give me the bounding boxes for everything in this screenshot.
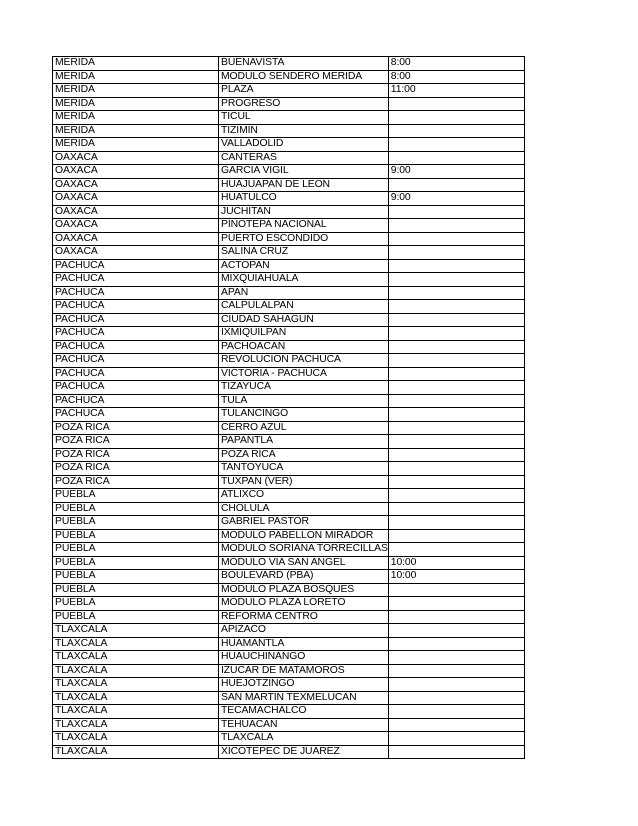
table-row (53, 637, 525, 651)
city-cell: TLAXCALA (53, 691, 219, 705)
table-row (53, 745, 525, 759)
city-cell: PACHUCA (53, 286, 219, 300)
hour-cell: 8:00 (388, 57, 524, 71)
branch-cell: VICTORIA - PACHUCA (219, 367, 389, 381)
branch-cell: GARCIA VIGIL (219, 165, 389, 179)
city-cell: POZA RICA (53, 462, 219, 476)
branch-cell: ATLIXCO (219, 489, 389, 503)
table-row (53, 408, 525, 422)
city-cell: OAXACA (53, 205, 219, 219)
table-row (53, 84, 525, 98)
city-cell: POZA RICA (53, 448, 219, 462)
table-row (53, 97, 525, 111)
city-cell: PACHUCA (53, 381, 219, 395)
branch-cell: HUATULCO (219, 192, 389, 206)
hour-cell (388, 151, 524, 165)
branch-cell: PINOTEPA NACIONAL (219, 219, 389, 233)
city-cell: PACHUCA (53, 340, 219, 354)
hour-cell (388, 408, 524, 422)
hour-cell (388, 178, 524, 192)
hour-cell: 8:00 (388, 70, 524, 84)
hour-cell (388, 637, 524, 651)
city-cell: PUEBLA (53, 502, 219, 516)
city-cell: TLAXCALA (53, 718, 219, 732)
table-row (53, 178, 525, 192)
city-cell: PACHUCA (53, 273, 219, 287)
table-row (53, 705, 525, 719)
branch-cell: PROGRESO (219, 97, 389, 111)
hour-cell (388, 219, 524, 233)
branch-cell: CHOLULA (219, 502, 389, 516)
branch-cell: IXMIQUILPAN (219, 327, 389, 341)
hour-cell (388, 651, 524, 665)
branch-cell: PUERTO ESCONDIDO (219, 232, 389, 246)
branch-cell: VALLADOLID (219, 138, 389, 152)
hour-cell (388, 475, 524, 489)
branch-cell: TUXPAN (VER) (219, 475, 389, 489)
branch-cell: MODULO PABELLON MIRADOR (219, 529, 389, 543)
branch-cell: TANTOYUCA (219, 462, 389, 476)
table-row (53, 286, 525, 300)
branch-cell: TECAMACHALCO (219, 705, 389, 719)
hour-cell (388, 664, 524, 678)
table-row (53, 57, 525, 71)
hour-cell (388, 259, 524, 273)
branch-cell: BOULEVARD (PBA) (219, 570, 389, 584)
branch-cell: PAPANTLA (219, 435, 389, 449)
branch-cell: HUAJUAPAN DE LEON (219, 178, 389, 192)
branch-cell: CALPULALPAN (219, 300, 389, 314)
city-cell: TLAXCALA (53, 624, 219, 638)
table-row (53, 556, 525, 570)
hour-cell: 9:00 (388, 165, 524, 179)
hour-cell (388, 421, 524, 435)
hour-cell (388, 381, 524, 395)
hour-cell (388, 313, 524, 327)
city-cell: OAXACA (53, 232, 219, 246)
hour-cell (388, 610, 524, 624)
city-cell: OAXACA (53, 219, 219, 233)
table-row (53, 124, 525, 138)
city-cell: PUEBLA (53, 543, 219, 557)
hour-cell (388, 502, 524, 516)
city-cell: TLAXCALA (53, 678, 219, 692)
hour-cell (388, 435, 524, 449)
table-row (53, 718, 525, 732)
hour-cell (388, 718, 524, 732)
hour-cell: 11:00 (388, 84, 524, 98)
table-row (53, 529, 525, 543)
branch-cell: TICUL (219, 111, 389, 125)
city-cell: OAXACA (53, 151, 219, 165)
table-row (53, 583, 525, 597)
table-row (53, 489, 525, 503)
branch-cell: JUCHITAN (219, 205, 389, 219)
hour-cell (388, 462, 524, 476)
branch-cell: MODULO PLAZA BOSQUES (219, 583, 389, 597)
table-row (53, 732, 525, 746)
hour-cell (388, 367, 524, 381)
city-cell: PACHUCA (53, 367, 219, 381)
city-cell: MERIDA (53, 124, 219, 138)
table-row (53, 192, 525, 206)
hour-cell (388, 732, 524, 746)
table-row (53, 165, 525, 179)
branch-cell: SALINA CRUZ (219, 246, 389, 260)
hour-cell (388, 286, 524, 300)
hour-cell (388, 327, 524, 341)
city-cell: MERIDA (53, 97, 219, 111)
branch-cell: CERRO AZUL (219, 421, 389, 435)
hour-cell (388, 354, 524, 368)
city-cell: OAXACA (53, 192, 219, 206)
city-cell: MERIDA (53, 70, 219, 84)
table-row (53, 610, 525, 624)
branch-cell: GABRIEL PASTOR (219, 516, 389, 530)
branch-cell: HUAUCHINANGO (219, 651, 389, 665)
table-row (53, 205, 525, 219)
table-row (53, 394, 525, 408)
branch-cell: TEHUACAN (219, 718, 389, 732)
hour-cell (388, 489, 524, 503)
branch-cell: IZUCAR DE MATAMOROS (219, 664, 389, 678)
city-cell: TLAXCALA (53, 664, 219, 678)
table-row (53, 435, 525, 449)
table-body (53, 57, 525, 759)
branch-schedule-table (52, 56, 525, 759)
branch-cell: MODULO PLAZA LORETO (219, 597, 389, 611)
hour-cell (388, 705, 524, 719)
hour-cell (388, 745, 524, 759)
table-row (53, 421, 525, 435)
hour-cell (388, 624, 524, 638)
table-row (53, 259, 525, 273)
city-cell: MERIDA (53, 57, 219, 71)
branch-cell: POZA RICA (219, 448, 389, 462)
branch-cell: APAN (219, 286, 389, 300)
hour-cell (388, 300, 524, 314)
table-row (53, 246, 525, 260)
branch-cell: TIZAYUCA (219, 381, 389, 395)
table-row (53, 313, 525, 327)
branch-cell: CANTERAS (219, 151, 389, 165)
table-row (53, 691, 525, 705)
branch-cell: BUENAVISTA (219, 57, 389, 71)
city-cell: PUEBLA (53, 583, 219, 597)
city-cell: PACHUCA (53, 394, 219, 408)
city-cell: PUEBLA (53, 570, 219, 584)
table-row (53, 354, 525, 368)
hour-cell (388, 205, 524, 219)
table-row (53, 448, 525, 462)
hour-cell (388, 583, 524, 597)
table-row (53, 340, 525, 354)
city-cell: MERIDA (53, 138, 219, 152)
table-row (53, 597, 525, 611)
branch-cell: ACTOPAN (219, 259, 389, 273)
hour-cell (388, 246, 524, 260)
city-cell: TLAXCALA (53, 732, 219, 746)
branch-cell: REFORMA CENTRO (219, 610, 389, 624)
branch-cell: APIZACO (219, 624, 389, 638)
table-row (53, 381, 525, 395)
table-row (53, 70, 525, 84)
table-row (53, 300, 525, 314)
table-row (53, 367, 525, 381)
branch-cell: HUEJOTZINGO (219, 678, 389, 692)
branch-cell: TIZIMIN (219, 124, 389, 138)
hour-cell (388, 691, 524, 705)
city-cell: PACHUCA (53, 259, 219, 273)
hour-cell (388, 124, 524, 138)
branch-cell: MODULO VIA SAN ANGEL (219, 556, 389, 570)
hour-cell (388, 138, 524, 152)
hour-cell (388, 97, 524, 111)
hour-cell (388, 529, 524, 543)
branch-cell: TULANCINGO (219, 408, 389, 422)
city-cell: TLAXCALA (53, 651, 219, 665)
table-row (53, 516, 525, 530)
branch-cell: XICOTEPEC DE JUAREZ (219, 745, 389, 759)
city-cell: TLAXCALA (53, 705, 219, 719)
city-cell: OAXACA (53, 165, 219, 179)
hour-cell: 10:00 (388, 556, 524, 570)
hour-cell: 9:00 (388, 192, 524, 206)
branch-cell: MODULO SENDERO MERIDA (219, 70, 389, 84)
table-row (53, 462, 525, 476)
city-cell: PUEBLA (53, 529, 219, 543)
city-cell: OAXACA (53, 178, 219, 192)
hour-cell (388, 340, 524, 354)
hour-cell (388, 516, 524, 530)
hour-cell (388, 678, 524, 692)
city-cell: PACHUCA (53, 313, 219, 327)
table-row (53, 502, 525, 516)
city-cell: PUEBLA (53, 556, 219, 570)
hour-cell (388, 448, 524, 462)
city-cell: PACHUCA (53, 354, 219, 368)
hour-cell (388, 394, 524, 408)
branch-cell: HUAMANTLA (219, 637, 389, 651)
city-cell: POZA RICA (53, 475, 219, 489)
branch-cell: MODULO SORIANA TORRECILLAS (219, 543, 389, 557)
branch-cell: REVOLUCION PACHUCA (219, 354, 389, 368)
table-row (53, 111, 525, 125)
city-cell: PUEBLA (53, 610, 219, 624)
table-row (53, 151, 525, 165)
table-row (53, 232, 525, 246)
city-cell: PUEBLA (53, 597, 219, 611)
table-row (53, 475, 525, 489)
hour-cell (388, 597, 524, 611)
hour-cell (388, 543, 524, 557)
city-cell: PUEBLA (53, 516, 219, 530)
table-row (53, 664, 525, 678)
city-cell: PUEBLA (53, 489, 219, 503)
city-cell: PACHUCA (53, 408, 219, 422)
table-row (53, 543, 525, 557)
table-row (53, 138, 525, 152)
city-cell: MERIDA (53, 84, 219, 98)
table-row (53, 327, 525, 341)
branch-cell: SAN MARTIN TEXMELUCAN (219, 691, 389, 705)
city-cell: TLAXCALA (53, 637, 219, 651)
branch-cell: PLAZA (219, 84, 389, 98)
table-row (53, 273, 525, 287)
city-cell: PACHUCA (53, 300, 219, 314)
table-row (53, 219, 525, 233)
city-cell: PACHUCA (53, 327, 219, 341)
city-cell: POZA RICA (53, 435, 219, 449)
branch-cell: MIXQUIAHUALA (219, 273, 389, 287)
city-cell: OAXACA (53, 246, 219, 260)
hour-cell: 10:00 (388, 570, 524, 584)
city-cell: TLAXCALA (53, 745, 219, 759)
table-row (53, 570, 525, 584)
branch-cell: PACHOACAN (219, 340, 389, 354)
branch-cell: CIUDAD SAHAGUN (219, 313, 389, 327)
hour-cell (388, 273, 524, 287)
branch-cell: TLAXCALA (219, 732, 389, 746)
table-row (53, 678, 525, 692)
hour-cell (388, 111, 524, 125)
hour-cell (388, 232, 524, 246)
branch-cell: TULA (219, 394, 389, 408)
city-cell: MERIDA (53, 111, 219, 125)
city-cell: POZA RICA (53, 421, 219, 435)
table-row (53, 624, 525, 638)
table-row (53, 651, 525, 665)
